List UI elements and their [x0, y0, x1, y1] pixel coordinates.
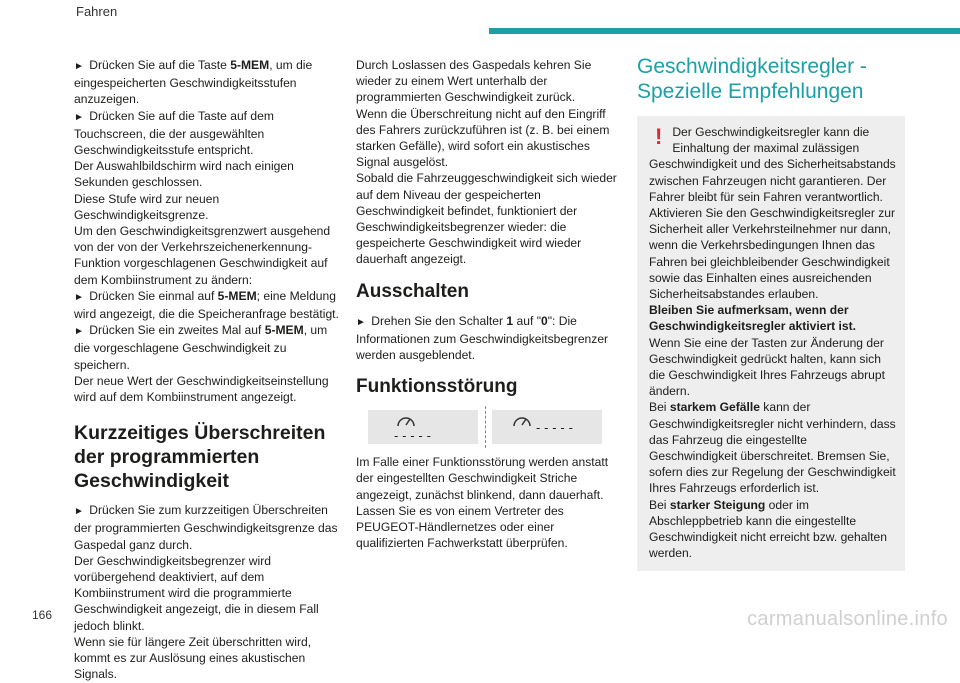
heading-malfunction: Funktionsstörung: [356, 376, 518, 398]
paragraph: Lassen Sie es von einem Vertreter des PEUGEOT-Händlernetzes oder einer qualifizierten Fachwerkstatt überprüfen.: [356, 503, 568, 551]
display-panel-permanent: [492, 410, 602, 444]
paragraph: Durch Loslassen des Gaspedals kehren Sie wieder zu einem Wert unterhalb der programmierten Geschwindigkeit zurück.: [356, 58, 592, 105]
step-press-once: ► Drücken Sie einmal auf 5-MEM; eine Meldung wird angezeigt, die die Speicheranfrage bestätigt.: [74, 288, 339, 322]
dashes-readout: - - - - -: [536, 421, 573, 436]
step-select-speed: ► Drücken Sie auf die Taste auf dem Touchscreen, die der ausgewählten Geschwindigkeitsstufe entspricht.: [74, 108, 274, 158]
heading-switch-off: Ausschalten: [356, 280, 469, 302]
section-title: Fahren: [76, 4, 118, 19]
arrow-icon: ►: [74, 326, 84, 338]
paragraph: Sobald die Fahrzeuggeschwindigkeit sich wieder auf dem Niveau der gespeicherten Geschwindigkeit befindet, funktioniert der Geschwindigkeitsbegrenzer wieder: die gespeicherte Geschwindigkeit wird wieder dauerhaft angezeigt.: [356, 171, 617, 267]
warning-text: Der Geschwindigkeitsregler kann die Einhaltung der maximal zulässigen Geschwindigkeit und des Sicherheitsabstands zwischen Fahrzeugen nicht garantieren. Der Fahrer bleibt für sein Fahren verantwortlich.: [649, 125, 896, 204]
step-show-memory: ► Drücken Sie auf die Taste 5-MEM, um die eingespeicherten Geschwindigkeitsstufen anzuzeigen.: [74, 58, 313, 107]
arrow-icon: ►: [356, 316, 366, 328]
heading-cruise-control-recommendations: Geschwindigkeitsregler - Spezielle Empfehlungen: [637, 55, 867, 103]
paragraph: Im Falle einer Funktionsstörung werden anstatt der eingestellten Geschwindigkeit Striche angezeigt, zunächst blinkend, dann dauerhaft.: [356, 455, 609, 502]
arrow-icon: ►: [74, 111, 84, 123]
column-left: [74, 57, 342, 683]
step-press-twice: ► Drücken Sie ein zweites Mal auf 5-MEM, um die vorgeschlagene Geschwindigkeit zu speichern.: [74, 323, 328, 372]
paragraph: Wenn die Überschreitung nicht auf den Eingriff des Fahrers zurückzuführen ist (z. B. bei einem starken Gefälle), wird sofort ein akustisches Signal ausgelöst.: [356, 106, 610, 170]
watermark: carmanualsonline.info: [747, 608, 948, 630]
speed-limiter-icon: [512, 413, 532, 429]
warning-text: Aktivieren Sie den Geschwindigkeitsregler zur Sicherheit aller Verkehrsteilnehmer nur dann, wenn die Verkehrsbedingungen Ihnen das Fahren bei gleichbleibender Geschwindigkeit sowie das Einhalten eines ausreichenden Sicherheitsabstandes erlauben.: [649, 206, 896, 302]
paragraph: Wenn sie für längere Zeit überschritten wird, kommt es zur Auslösung eines akustischen Signals.: [74, 634, 312, 682]
arrow-icon: ►: [74, 61, 84, 72]
paragraph: Der Auswahlbildschirm wird nach einigen Sekunden geschlossen.: [74, 159, 294, 190]
display-panel-blinking: [368, 410, 478, 444]
speed-limiter-icon: [396, 413, 416, 429]
warning-text: Bei starkem Gefälle kann der Geschwindigkeitsregler nicht verhindern, dass das Fahrzeug die eingestellte Geschwindigkeit überschreitet. Bremsen Sie, sofern dies zur Regelung der Geschwindigkeit Ihres Fahrzeugs erforderlich ist.: [649, 400, 896, 496]
warning-text: Bei starker Steigung oder im Abschleppbetrieb kann die eingestellte Geschwindigkeit nicht erreicht bzw. gehalten werden.: [649, 497, 887, 561]
arrow-icon: ►: [74, 291, 84, 303]
paragraph: Der Geschwindigkeitsbegrenzer wird vorübergehend deaktiviert, auf dem Kombiinstrument wird die programmierte Geschwindigkeit angezeigt, die in diesem Fall jedoch blinkt.: [74, 553, 319, 633]
page-number: 166: [32, 608, 53, 622]
paragraph: Diese Stufe wird zur neuen Geschwindigkeitsgrenze.: [74, 191, 220, 222]
arrow-icon: ►: [74, 506, 84, 518]
malfunction-display-illustration: [368, 410, 602, 444]
warning-text: Wenn Sie eine der Tasten zur Änderung der Geschwindigkeit gedrückt halten, kann sich die Geschwindigkeit Ihres Fahrzeugs abrupt ändern.: [649, 335, 885, 399]
warning-exclamation-icon: !: [655, 124, 663, 149]
header-accent-rule: [489, 28, 960, 34]
paragraph: Der neue Wert der Geschwindigkeitseinstellung wird auf dem Kombiinstrument angezeigt.: [74, 373, 329, 405]
column-middle: [356, 57, 622, 551]
warning-box: [637, 116, 905, 571]
divider: [485, 406, 486, 448]
step-turn-switch: ► Drehen Sie den Schalter 1 auf "0": Die Informationen zum Geschwindigkeitsbegrenzer werden ausgeblendet.: [356, 313, 609, 363]
heading-overspeed: Kurzzeitiges Überschreiten der programmierten Geschwindigkeit: [74, 422, 326, 493]
dashes-readout: - - - - -: [394, 429, 431, 444]
step-press-accelerator: ► Drücken Sie zum kurzzeitigen Überschreiten der programmierten Geschwindigkeitsgrenze das Gaspedal ganz durch.: [74, 503, 338, 552]
warning-text-bold: Bleiben Sie aufmerksam, wenn der Geschwindigkeitsregler aktiviert ist.: [649, 303, 857, 334]
paragraph: Um den Geschwindigkeitsgrenzwert ausgehend von der von der Verkehrszeichenerkennung-Funktion vorgeschlagenen Geschwindigkeit auf dem Kombiinstrument zu ändern:: [74, 224, 331, 287]
column-right: [637, 54, 905, 571]
